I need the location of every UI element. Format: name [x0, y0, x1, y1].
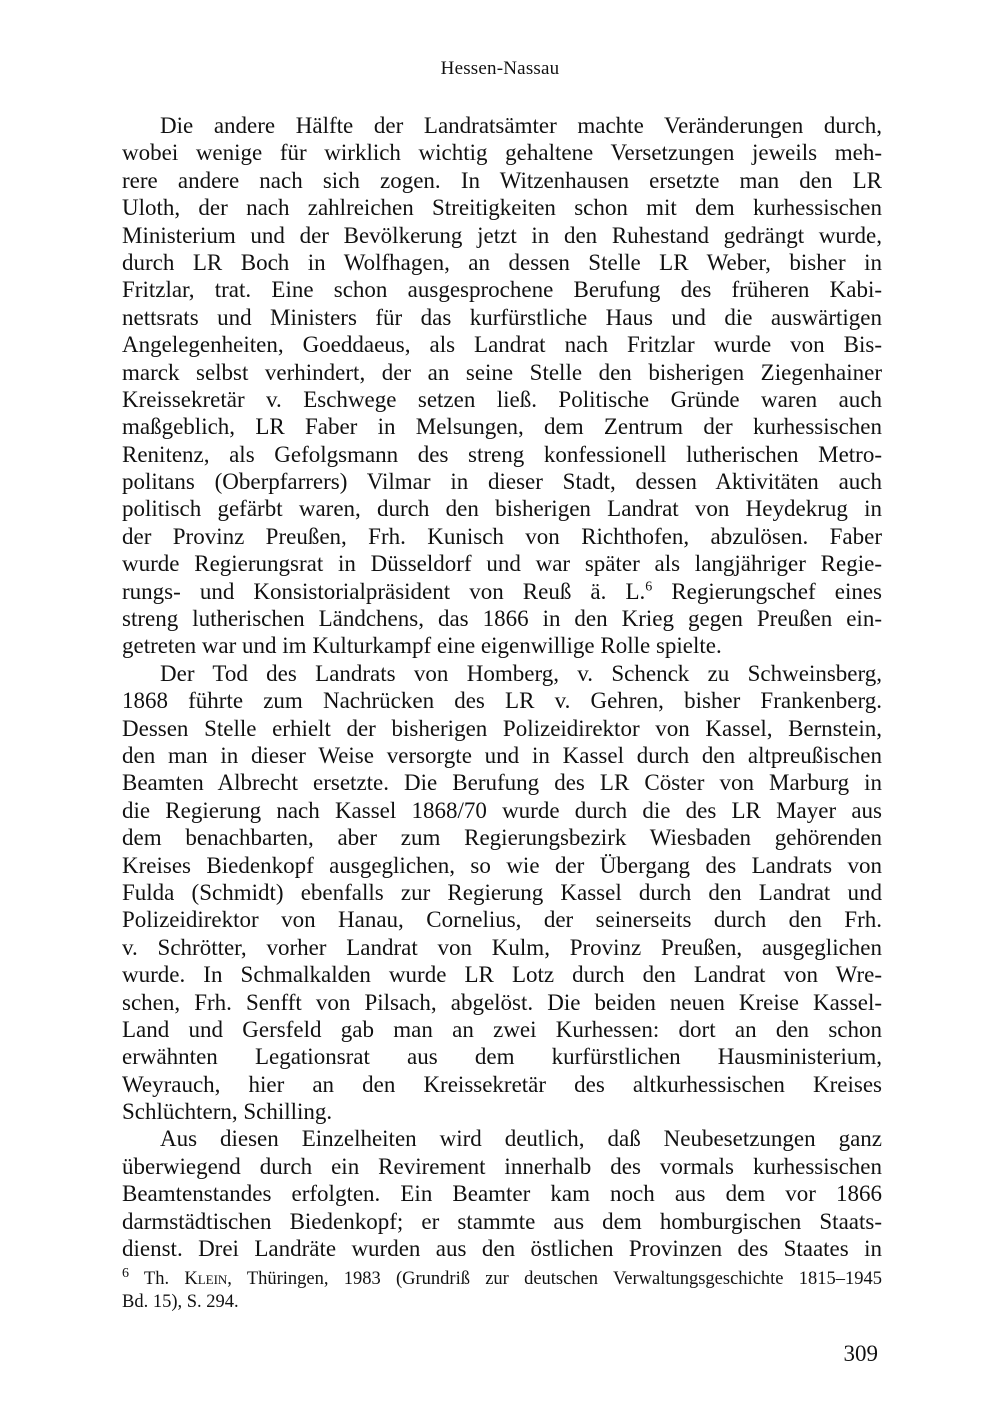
text-line: überwiegend durch ein Revirement innerhalb des vormals kurhessischen [122, 1153, 882, 1179]
footnote-line [122, 1265, 883, 1291]
footnote-line: Bd. 15), S. 294. [122, 1292, 239, 1312]
footnote-text: Th. [129, 1269, 185, 1289]
paragraph-2 [122, 660, 882, 1126]
text-line: Polizeidirektor von Hanau, Cornelius, der seinerseits durch den Frh. [122, 907, 882, 933]
text-line: nettsrats und Ministers für das kurfürstliche Haus und die auswärtigen [122, 304, 882, 330]
text-line: Schlüchtern, Schilling. [122, 1099, 333, 1125]
footnote-author: Klein [184, 1269, 228, 1289]
text-line: politisch gefärbt waren, durch den bisherigen Landrat von Heydekrug in [122, 496, 882, 522]
text-line: 1868 führte zum Nachrücken des LR v. Gehren, bisher Frankenberg. [122, 688, 882, 714]
text-line: Fulda (Schmidt) ebenfalls zur Regierung Kassel durch den Landrat und [122, 879, 882, 905]
text-line: Aus diesen Einzelheiten wird deutlich, daß Neubesetzungen ganz [160, 1126, 882, 1152]
text-line: politans (Oberpfarrers) Vilmar in dieser Stadt, dessen Aktivitäten auch [122, 469, 882, 495]
text-line: die Regierung nach Kassel 1868/70 wurde durch die des LR Mayer aus [122, 797, 882, 823]
text-line: wurde Regierungsrat in Düsseldorf und war später als langjähriger Regie- [122, 551, 882, 577]
text-line: den man in dieser Weise versorgte und in Kassel durch den altpreußischen [122, 742, 882, 768]
text-line: v. Schrötter, vorher Landrat von Kulm, Provinz Preußen, ausgeglichen [122, 934, 882, 960]
page-number: 309 [843, 1341, 878, 1366]
text-line: dem benachbarten, aber zum Regierungsbezirk Wiesbaden gehörenden [122, 825, 882, 851]
text-line: Angelegenheiten, Goeddaeus, als Landrat nach Fritzlar wurde von Bis- [122, 332, 882, 358]
text-line: wobei wenige für wirklich wichtig gehaltene Versetzungen jeweils meh- [122, 140, 882, 166]
text-line: der Provinz Preußen, Frh. Kunisch von Richthofen, abzulösen. Faber [122, 523, 882, 549]
text-line: Kreissekretär v. Eschwege setzen ließ. Politische Gründe waren auch [122, 386, 882, 412]
text-line: wurde. In Schmalkalden wurde LR Lotz durch den Landrat von Wre- [122, 962, 882, 988]
text-line: Renitenz, als Gefolgsmann des streng konfessionell lutherischen Metro- [122, 441, 882, 467]
text-line: Beamten Albrecht ersetzte. Die Berufung des LR Cöster von Marburg in [122, 770, 882, 796]
text-line: durch LR Boch in Wolfhagen, an dessen Stelle LR Weber, bisher in [122, 249, 882, 275]
text-line: streng lutherischen Ländchens, das 1866 in den Krieg gegen Preußen ein- [122, 606, 882, 632]
text-line: Kreises Biedenkopf ausgeglichen, so wie der Übergang des Landrats von [122, 852, 882, 878]
footnote-text: , Thüringen, 1983 (Grundriß zur deutschen Verwaltungsgeschichte 1815–1945 [227, 1269, 883, 1289]
footnote [122, 1265, 883, 1314]
line-text: Regierungschef eines [652, 578, 882, 604]
text-line: rere andere nach sich zogen. In Witzenhausen ersetzte man den LR [122, 167, 882, 193]
paragraph-1 [122, 112, 882, 660]
text-line: schen, Frh. Senfft von Pilsach, abgelöst. Die beiden neuen Kreise Kassel- [122, 989, 882, 1015]
text-line-with-footnote-ref [122, 578, 882, 605]
text-line: Weyrauch, hier an den Kreissekretär des altkurhessischen Kreises [122, 1071, 882, 1097]
text-line: darmstädtischen Biedenkopf; er stammte aus dem homburgischen Staats- [122, 1208, 882, 1234]
text-line: Uloth, der nach zahlreichen Streitigkeiten schon mit dem kurhessischen [122, 195, 882, 221]
text-line: Beamtenstandes erfolgten. Ein Beamter kam noch aus dem vor 1866 [122, 1181, 882, 1207]
footnote-marker: 6 [122, 1265, 129, 1281]
body-text [122, 112, 882, 1262]
text-line: Die andere Hälfte der Landratsämter machte Veränderungen durch, [160, 113, 882, 138]
text-line: Dessen Stelle erhielt der bisherigen Polizeidirektor von Kassel, Bernstein, [122, 715, 882, 741]
text-line: Der Tod des Landrats von Homberg, v. Schenck zu Schweinsberg, [160, 660, 882, 686]
text-line: Ministerium und der Bevölkerung jetzt in den Ruhestand gedrängt wurde, [122, 222, 882, 248]
text-line: dienst. Drei Landräte wurden aus den östlichen Provinzen des Staates in [122, 1236, 882, 1262]
text-line: getreten war und im Kulturkampf eine eigenwillige Rolle spielte. [122, 633, 722, 659]
line-text: rungs- und Konsistorialpräsident von Reuß ä. L. [122, 578, 646, 604]
text-line: erwähnten Legationsrat aus dem kurfürstlichen Hausministerium, [122, 1044, 882, 1070]
text-line: marck selbst verhindert, der an seine Stelle den bisherigen Ziegenhainer [122, 359, 882, 385]
text-line: maßgeblich, LR Faber in Melsungen, dem Zentrum der kurhessischen [122, 414, 882, 440]
text-line: Land und Gersfeld gab man an zwei Kurhessen: dort an den schon [122, 1016, 882, 1042]
footnote-reference[interactable]: 6 [645, 578, 653, 594]
running-head: Hessen-Nassau [440, 58, 560, 79]
paragraph-3 [122, 1125, 882, 1262]
text-line: Fritzlar, trat. Eine schon ausgesprochene Berufung des früheren Kabi- [122, 277, 882, 303]
